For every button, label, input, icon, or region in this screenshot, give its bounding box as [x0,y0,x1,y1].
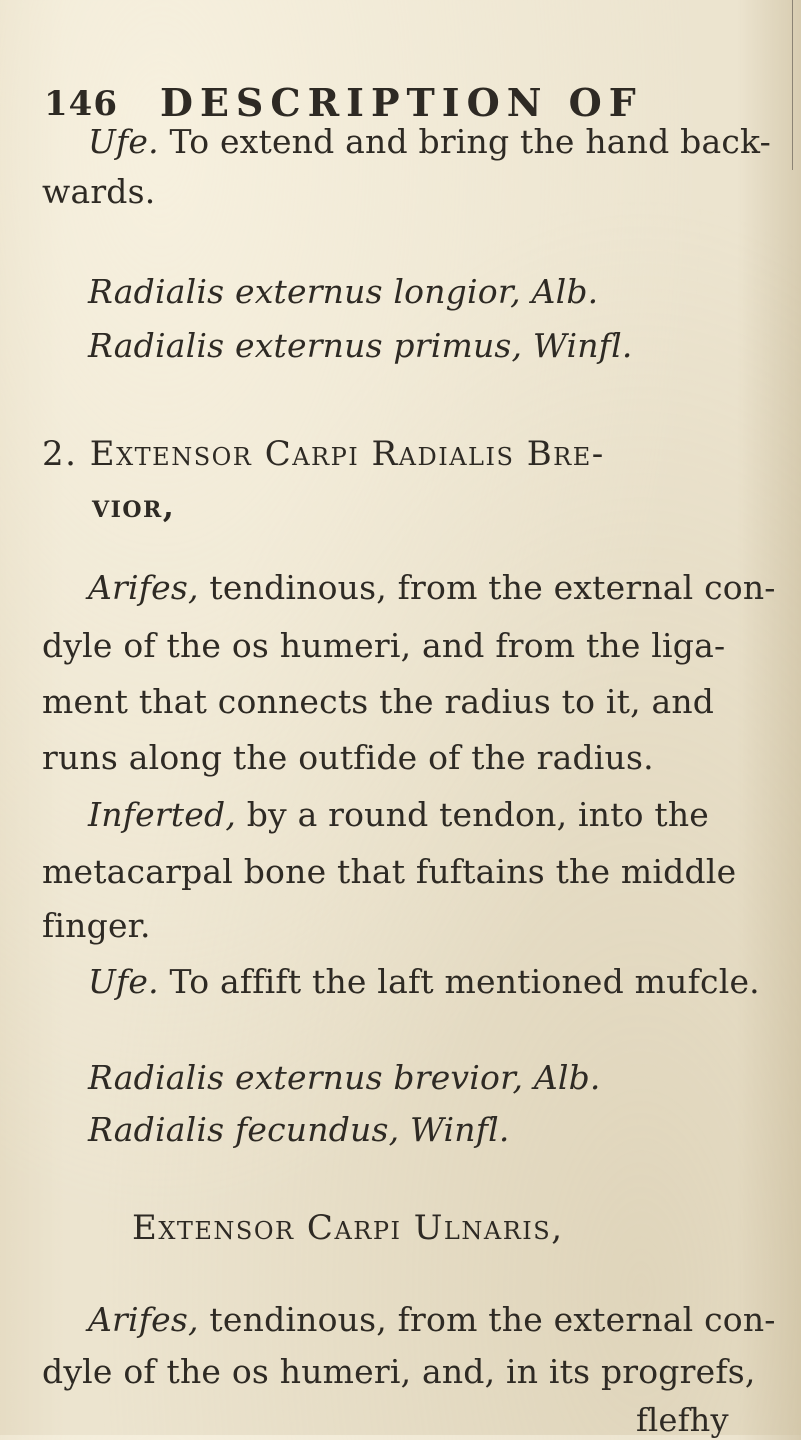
text-line-10 [42,738,654,778]
section-number: 2. [42,434,78,474]
line-text: metacarpal bone that fuftains the middle [42,852,737,891]
section-title: Extensor Carpi Ulnaris, [132,1208,564,1248]
section-heading-3 [132,1208,564,1248]
line-text: tendinous, from the external con- [198,568,776,607]
text-line-7 [88,568,776,608]
running-head: DESCRIPTION OF [160,80,643,125]
synonym-line-2 [88,326,633,366]
text-line-11 [88,795,709,835]
text-line-9 [42,682,714,722]
line-text: runs along the outfide of the radius. [42,738,654,777]
line-text: ment that connects the radius to it, and [42,682,715,721]
section-title: Extensor Carpi Radialis Bre- [77,434,605,474]
synonym-text: Radialis fecundus, Winfl. [88,1110,510,1149]
section-heading-continued [92,486,175,526]
line-text: wards. [42,172,156,211]
page-edge-line [792,0,793,170]
line-text: by a round tendon, into the [236,795,710,834]
synonym-line-4 [88,1110,510,1150]
text-line-8 [42,626,725,666]
use-label: Ufe. [88,122,159,161]
text-line-14 [88,962,760,1002]
synonym-line-3 [88,1058,601,1098]
section-title: vior, [92,487,176,525]
synonym-text: Radialis externus primus, Winfl. [88,326,633,365]
arises-label: Arifes, [88,1300,199,1339]
inserted-label: Inferted, [88,795,237,834]
synonym-text: Radialis externus longior, Alb. [88,272,599,311]
catchword-text: flefhy [636,1401,729,1439]
text-line-1 [88,122,771,162]
text-line-13 [42,906,151,946]
synonym-text: Radialis externus brevior, Alb. [88,1058,601,1097]
line-text: dyle of the os humeri, and from the liga- [42,626,726,665]
text-line-19 [42,1352,756,1392]
synonym-line-1 [88,272,598,312]
text-line-2 [42,172,155,212]
line-text: tendinous, from the external con- [198,1300,776,1339]
text-line-18 [88,1300,776,1340]
line-text: finger. [42,906,151,945]
page-number: 146 [44,84,118,124]
line-text: dyle of the os humeri, and, in its progrefs, [42,1352,756,1391]
line-text: To affift the laft mentioned mufcle. [158,962,760,1001]
text-line-12 [42,852,736,892]
arises-label: Arifes, [88,568,199,607]
use-label: Ufe. [88,962,159,1001]
catchword [636,1400,729,1440]
line-text: To extend and bring the hand back- [158,122,771,161]
section-heading-2 [42,434,605,474]
